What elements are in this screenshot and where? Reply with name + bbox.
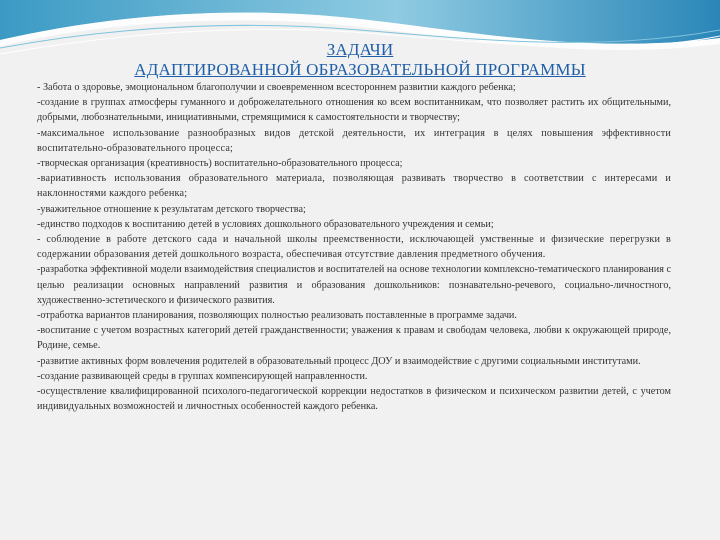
list-item: -отработка вариантов планирования, позволяющих полностью реализовать поставленные в программе задачи. (37, 310, 517, 322)
list-item: -воспитание с учетом возрастных категорий детей гражданственности; уважения к правам и свободам человека, любви к окружающей природе, Родине, семье. (37, 325, 671, 352)
objectives-list (37, 80, 671, 414)
list-item: -осуществление квалифицированной психолого-педагогической коррекции недостатков в физическом и психическом развитии детей, с учетом индивидуальных возможностей и личностных особенностей каждого ребенка. (37, 386, 671, 413)
list-item: -максимальное использование разнообразных видов детской деятельности, их интеграция в целях повышения эффективности воспитательно-образовательного процесса; (37, 127, 671, 154)
slide-title (60, 40, 660, 80)
list-item: -создание развивающей среды в группах компенсирующей направленности. (37, 370, 368, 382)
list-item: -разработка эффективной модели взаимодействия специалистов и воспитателей на основе технологии комплексно-тематического планирования с целью реализации основных направлений развития и образования дошкольников: познавательно-речевого, социально-личностного, художественно-эстетического и физического развития. (37, 264, 671, 306)
list-item: -развитие активных форм вовлечения родителей в образовательный процесс ДОУ и взаимодействие с другими социальными институтами. (37, 355, 641, 367)
list-item: - Забота о здоровье, эмоциональном благополучии и своевременном всестороннем развитии каждого ребенка; (37, 82, 516, 93)
list-item: -создание в группах атмосферы гуманного и доброжелательного отношения ко всем воспитанникам, что позволяет растить их общительными, добрыми, любознательными, инициативными, стремящимися к самостоятельности и творчеству; (37, 97, 671, 124)
list-item: -единство подходов к воспитанию детей в условиях дошкольного образовательного учреждения и семьи; (37, 218, 494, 230)
list-item: -вариативность использования образовательного материала, позволяющая развивать творчество в соответствии с интересами и наклонностями каждого ребенка; (37, 173, 671, 200)
list-item: - соблюдение в работе детского сада и начальной школы преемственности, исключающей умственные и физические перегрузки в содержании образования детей дошкольного возраста, обеспечивая отсутствие давления предметного обучения. (37, 234, 671, 261)
list-item: -уважительное отношение к результатам детского творчества; (37, 203, 306, 215)
title-line-2: АДАПТИРОВАННОЙ ОБРАЗОВАТЕЛЬНОЙ ПРОГРАММЫ (134, 60, 586, 79)
title-line-1: ЗАДАЧИ (326, 40, 394, 59)
list-item: -творческая организация (креативность) воспитательно-образовательного процесса; (37, 158, 403, 170)
